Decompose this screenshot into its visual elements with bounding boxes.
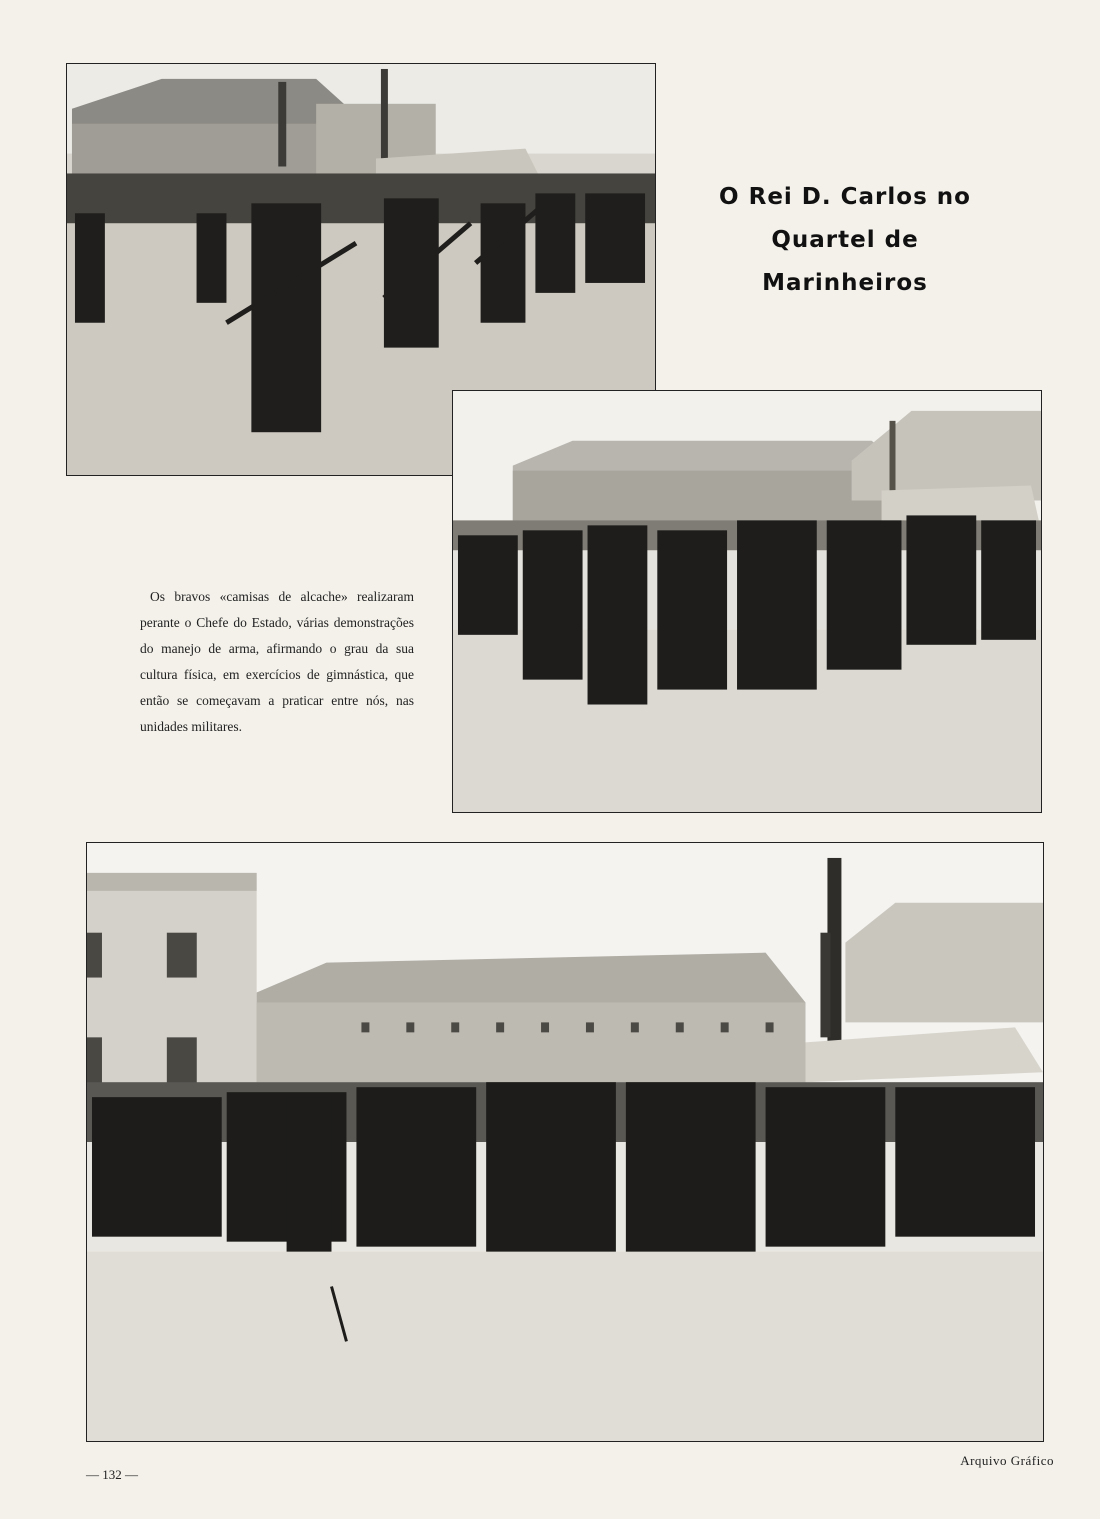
sailors-gymnastics-photo xyxy=(86,842,1044,1442)
article-caption: Os bravos «camisas de alcache» realizaram perante o Chefe do Estado, várias demonstrações do manejo de arma, afirmando o grau da sua cultura física, em exercícios de gimnástica, que então se começavam a praticar entre nós, nas unidades militares. xyxy=(140,588,414,734)
article-title-line: O Rei D. Carlos no xyxy=(719,184,971,210)
article-title xyxy=(700,176,990,305)
publication-name: Arquivo Gráfico xyxy=(960,1453,1054,1468)
article-title-line: Marinheiros xyxy=(762,270,928,296)
sailors-rifle-formation-photo xyxy=(452,390,1042,813)
article-title-line: Quartel de xyxy=(771,227,919,253)
photo-illustration xyxy=(453,391,1041,812)
photo-illustration xyxy=(87,843,1043,1441)
page-number: — 132 — xyxy=(86,1467,138,1482)
